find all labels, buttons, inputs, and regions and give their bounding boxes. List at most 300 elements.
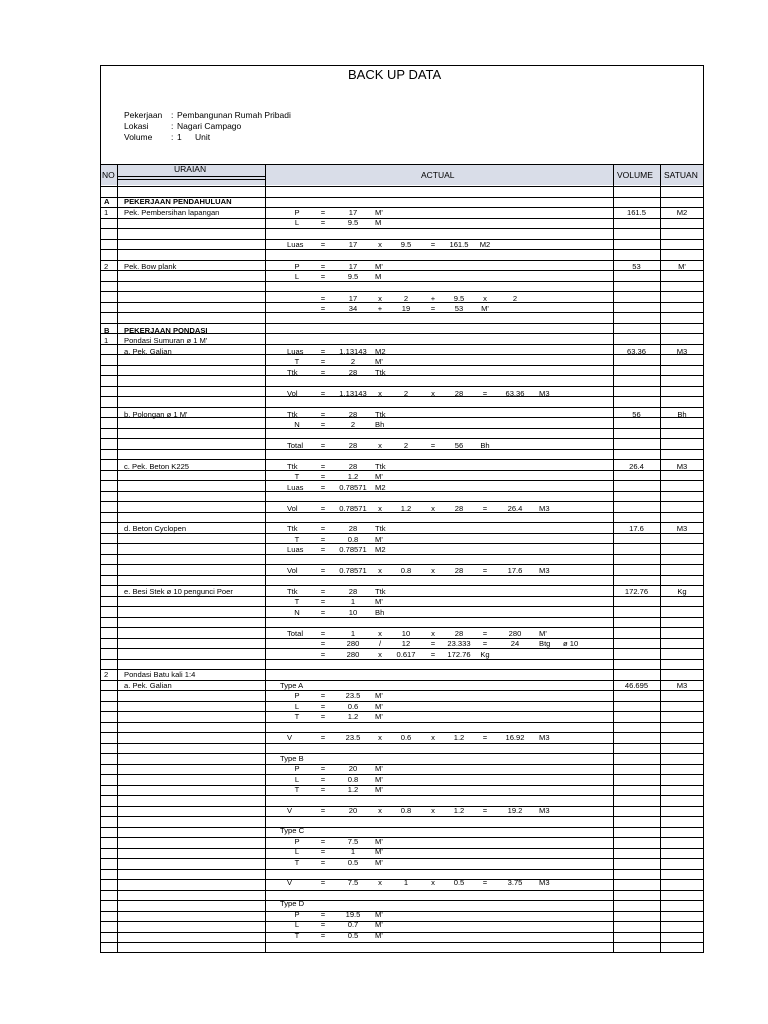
actual-cell: 2 [403, 388, 409, 398]
actual-cell: 23.5 [345, 691, 361, 701]
actual-cell: Bh [375, 420, 385, 430]
actual-cell: M [375, 272, 382, 282]
actual-cell: = [320, 357, 326, 367]
actual-cell: Ttk [375, 461, 386, 471]
actual-cell: M' [375, 847, 383, 857]
grid-hline [100, 365, 704, 366]
grid-hline [100, 816, 704, 817]
info-value-pekerjaan: Pembangunan Rumah Pribadi [177, 110, 291, 120]
actual-cell: x [378, 293, 382, 303]
actual-cell: = [320, 304, 326, 314]
row-satuan: Kg [677, 586, 687, 596]
actual-cell: 2 [512, 293, 518, 303]
actual-cell: = [320, 701, 326, 711]
actual-cell: = [320, 857, 326, 867]
row-volume: 17.6 [629, 524, 644, 534]
actual-cell: 23.333 [447, 639, 471, 649]
header-actual: ACTUAL [421, 170, 455, 180]
actual-cell: / [378, 639, 382, 649]
row-satuan: M3 [676, 461, 688, 471]
grid-vline [660, 164, 661, 952]
actual-cell: = [320, 482, 326, 492]
actual-cell: 28 [454, 388, 464, 398]
actual-cell: P [294, 261, 300, 271]
grid-hline [100, 438, 704, 439]
actual-cell: 2 [350, 420, 356, 430]
actual-cell: L [294, 701, 300, 711]
actual-cell: Btg [539, 639, 551, 649]
actual-cell: 0.8 [347, 534, 359, 544]
actual-cell: x [431, 805, 435, 815]
actual-cell: = [320, 847, 326, 857]
actual-cell: 1.2 [347, 712, 359, 722]
actual-cell: = [482, 628, 488, 638]
actual-cell: 28 [454, 566, 464, 576]
actual-cell: x [378, 805, 382, 815]
actual-cell: L [294, 272, 300, 282]
info-label-volume: Volume [124, 132, 153, 142]
grid-hline [100, 606, 704, 607]
actual-cell: = [320, 920, 326, 930]
actual-cell: x [378, 628, 382, 638]
info-sep-lokasi: : [171, 121, 174, 131]
grid-hline [100, 722, 704, 723]
actual-cell: M' [375, 836, 383, 846]
grid-hline [100, 869, 704, 870]
info-unit-volume: Unit [195, 132, 211, 142]
actual-cell: P [294, 909, 300, 919]
grid-hline [100, 942, 704, 943]
actual-cell: Ttk [287, 409, 298, 419]
grid-hline [100, 921, 704, 922]
actual-cell: 24 [510, 639, 520, 649]
actual-cell: 28 [454, 628, 464, 638]
grid-hline [100, 827, 704, 828]
actual-cell: = [320, 534, 326, 544]
actual-cell: L [294, 920, 300, 930]
grid-hline [100, 753, 704, 754]
actual-cell: Total [287, 628, 304, 638]
actual-cell: M3 [539, 566, 550, 576]
row-uraian: a. Pek. Galian [124, 680, 172, 690]
actual-cell: Type B [280, 753, 304, 763]
actual-cell: = [430, 304, 436, 314]
actual-cell: M' [539, 628, 547, 638]
header-satuan: SATUAN [664, 170, 698, 180]
actual-cell: 19.5 [345, 909, 361, 919]
actual-cell: ø 10 [563, 639, 579, 649]
grid-hline [100, 291, 704, 292]
grid-hline [100, 323, 704, 324]
actual-cell: M' [375, 909, 383, 919]
actual-cell: 53 [454, 304, 464, 314]
actual-cell: M' [375, 534, 383, 544]
row-satuan: M2 [676, 207, 688, 217]
actual-cell: = [320, 628, 326, 638]
row-uraian: Pek. Pembersihan lapangan [124, 207, 220, 217]
actual-cell: = [320, 764, 326, 774]
info-label-lokasi: Lokasi [124, 121, 149, 131]
row-uraian: c. Pek. Beton K225 [124, 461, 190, 471]
actual-cell: M' [375, 472, 383, 482]
grid-hline [100, 459, 704, 460]
grid-hline [100, 764, 704, 765]
row-uraian: d. Beton Cyclopen [124, 524, 187, 534]
grid-hline [100, 701, 704, 702]
actual-cell: = [320, 367, 326, 377]
grid-hline [100, 690, 704, 691]
actual-cell: = [320, 691, 326, 701]
actual-cell: 17 [348, 293, 358, 303]
row-uraian: Pek. Bow plank [124, 261, 177, 271]
grid-hline [100, 491, 704, 492]
actual-cell: 28 [348, 461, 358, 471]
grid-hline [117, 176, 265, 177]
actual-cell: M [375, 218, 382, 228]
actual-cell: 0.78571 [339, 566, 367, 576]
actual-cell: M2 [375, 545, 386, 555]
actual-cell: 172.76 [447, 649, 471, 659]
actual-cell: Bh [480, 441, 490, 451]
grid-hline [100, 522, 704, 523]
actual-cell: = [430, 639, 436, 649]
info-sep-volume: : [171, 132, 174, 142]
grid-hline [117, 179, 265, 180]
actual-cell: = [320, 346, 326, 356]
row-volume: 172.76 [624, 586, 649, 596]
actual-cell: M' [375, 857, 383, 867]
actual-cell: Luas [287, 346, 304, 356]
actual-cell: 0.78571 [339, 503, 367, 513]
actual-cell: 0.78571 [339, 545, 367, 555]
actual-cell: 2 [403, 441, 409, 451]
actual-cell: Ttk [287, 367, 298, 377]
actual-cell: x [378, 649, 382, 659]
actual-cell: x [431, 732, 435, 742]
row-uraian: Pondasi Sumuran ø 1 M' [124, 336, 208, 346]
actual-cell: 20 [348, 764, 358, 774]
actual-cell: Vol [287, 503, 298, 513]
actual-cell: T [294, 712, 300, 722]
grid-hline [100, 386, 704, 387]
actual-cell: x [378, 503, 382, 513]
row-uraian: b. Polongan ø 1 M' [124, 409, 188, 419]
actual-cell: = [320, 461, 326, 471]
row-volume: 26.4 [629, 461, 644, 471]
actual-cell: 0.5 [347, 857, 359, 867]
actual-cell: 34 [348, 304, 358, 314]
actual-cell: 1.2 [347, 472, 359, 482]
grid-hline [100, 480, 704, 481]
grid-hline [100, 543, 704, 544]
actual-cell: 280 [508, 628, 522, 638]
actual-cell: T [294, 930, 300, 940]
actual-cell: 1 [350, 628, 356, 638]
actual-cell: = [320, 218, 326, 228]
actual-cell: Ttk [375, 524, 386, 534]
actual-cell: x [431, 388, 435, 398]
actual-cell: L [294, 774, 300, 784]
grid-hline [100, 407, 704, 408]
actual-cell: = [320, 545, 326, 555]
row-no: 2 [104, 670, 109, 680]
actual-cell: 28 [348, 409, 358, 419]
grid-hline [100, 228, 704, 229]
grid-hline [100, 218, 704, 219]
actual-cell: 0.8 [347, 774, 359, 784]
row-volume: 53 [632, 261, 641, 271]
actual-cell: 3.75 [507, 878, 523, 888]
actual-cell: 280 [346, 649, 360, 659]
row-no: 2 [104, 261, 109, 271]
actual-cell: = [320, 441, 326, 451]
actual-cell: = [482, 878, 488, 888]
actual-cell: Ttk [287, 461, 298, 471]
actual-cell: L [294, 847, 300, 857]
actual-cell: 9.5 [347, 272, 359, 282]
actual-cell: x [378, 878, 382, 888]
actual-cell: M2 [479, 239, 491, 249]
actual-cell: T [294, 785, 300, 795]
actual-cell: T [294, 857, 300, 867]
actual-cell: M' [375, 691, 383, 701]
actual-cell: = [320, 649, 326, 659]
row-satuan: M' [678, 261, 686, 271]
actual-cell: P [294, 836, 300, 846]
actual-cell: x [431, 878, 435, 888]
actual-cell: M3 [539, 388, 550, 398]
actual-cell: = [320, 732, 326, 742]
header-uraian: URAIAN [174, 164, 207, 174]
actual-cell: Luas [287, 482, 304, 492]
actual-cell: = [320, 774, 326, 784]
row-uraian: Pondasi Batu kali 1:4 [124, 670, 196, 680]
actual-cell: 9.5 [453, 293, 465, 303]
row-volume: 56 [632, 409, 641, 419]
grid-vline [265, 164, 266, 952]
actual-cell: + [430, 293, 436, 303]
actual-cell: = [430, 239, 436, 249]
grid-hline [100, 900, 704, 901]
actual-cell: 2 [403, 293, 409, 303]
actual-cell: M' [375, 207, 383, 217]
actual-cell: = [320, 388, 326, 398]
grid-vline [117, 164, 118, 952]
actual-cell: = [482, 503, 488, 513]
actual-cell: 1.2 [400, 503, 412, 513]
page-title: BACK UP DATA [348, 67, 442, 82]
actual-cell: 0.78571 [339, 482, 367, 492]
actual-cell: 1 [403, 878, 409, 888]
actual-cell: M' [481, 304, 489, 314]
actual-cell: 17.6 [507, 566, 523, 576]
grid-hline [100, 501, 704, 502]
grid-hline [100, 627, 704, 628]
info-value-lokasi: Nagari Campago [177, 121, 242, 131]
actual-cell: = [320, 420, 326, 430]
actual-cell: 20 [348, 805, 358, 815]
actual-cell: Type D [280, 899, 305, 909]
actual-cell: Ttk [375, 586, 386, 596]
info-label-pekerjaan: Pekerjaan [124, 110, 163, 120]
actual-cell: M2 [375, 482, 386, 492]
actual-cell: 12 [401, 639, 411, 649]
actual-cell: P [294, 691, 300, 701]
actual-cell: 9.5 [400, 239, 412, 249]
actual-cell: 0.7 [347, 920, 359, 930]
row-uraian: e. Besi Stek ø 10 pengunci Poer [124, 586, 233, 596]
actual-cell: 7.5 [347, 836, 359, 846]
actual-cell: = [320, 712, 326, 722]
actual-cell: 0.5 [453, 878, 465, 888]
actual-cell: = [320, 607, 326, 617]
actual-cell: 0.6 [347, 701, 359, 711]
actual-cell: V [287, 878, 293, 888]
actual-cell: = [430, 649, 436, 659]
actual-cell: = [320, 207, 326, 217]
row-no: B [104, 326, 110, 336]
actual-cell: = [320, 805, 326, 815]
actual-cell: x [431, 503, 435, 513]
actual-cell: N [294, 420, 300, 430]
actual-cell: M' [375, 357, 383, 367]
actual-cell: 28 [454, 503, 464, 513]
actual-cell: 26.4 [507, 503, 523, 513]
actual-cell: 56 [454, 441, 464, 451]
actual-cell: 17 [348, 207, 358, 217]
actual-cell: 1.2 [453, 732, 465, 742]
actual-cell: M' [375, 597, 383, 607]
actual-cell: V [287, 805, 293, 815]
actual-cell: T [294, 357, 300, 367]
actual-cell: = [430, 441, 436, 451]
actual-cell: Type A [280, 680, 304, 690]
actual-cell: = [320, 785, 326, 795]
actual-cell: 0.8 [400, 805, 412, 815]
grid-hline [100, 260, 704, 261]
actual-cell: Luas [287, 545, 304, 555]
grid-hline [100, 680, 704, 681]
row-uraian: PEKERJAAN PENDAHULUAN [124, 197, 232, 207]
row-uraian: PEKERJAAN PONDASI [124, 326, 208, 336]
grid-vline [613, 164, 614, 952]
grid-hline [100, 858, 704, 859]
actual-cell: 0.5 [347, 930, 359, 940]
actual-cell: 17 [348, 261, 358, 271]
actual-cell: M3 [539, 503, 550, 513]
actual-cell: Ttk [375, 409, 386, 419]
row-satuan: Bh [677, 409, 687, 419]
actual-cell: 17 [348, 239, 358, 249]
actual-cell: Ttk [287, 524, 298, 534]
actual-cell: 28 [348, 524, 358, 534]
actual-cell: 63.36 [505, 388, 525, 398]
actual-cell: 1 [350, 597, 356, 607]
actual-cell: x [431, 566, 435, 576]
actual-cell: T [294, 534, 300, 544]
actual-cell: Luas [287, 239, 304, 249]
actual-cell: T [294, 597, 300, 607]
actual-cell: 2 [350, 357, 356, 367]
actual-cell: = [320, 930, 326, 940]
grid-hline [100, 249, 704, 250]
actual-cell: M' [375, 712, 383, 722]
grid-hline [100, 428, 704, 429]
actual-cell: x [378, 566, 382, 576]
actual-cell: P [294, 764, 300, 774]
actual-cell: Ttk [287, 586, 298, 596]
actual-cell: L [294, 218, 300, 228]
grid-hline [100, 711, 704, 712]
actual-cell: x [378, 441, 382, 451]
grid-hline [100, 648, 704, 649]
actual-cell: = [482, 732, 488, 742]
grid-hline [100, 617, 704, 618]
actual-cell: 10 [401, 628, 411, 638]
actual-cell: = [320, 566, 326, 576]
actual-cell: = [320, 639, 326, 649]
actual-cell: M3 [539, 878, 550, 888]
actual-cell: 9.5 [347, 218, 359, 228]
actual-cell: 1.2 [453, 805, 465, 815]
actual-cell: 280 [346, 639, 360, 649]
actual-cell: Kg [480, 649, 490, 659]
grid-hline [100, 848, 704, 849]
row-no: 1 [104, 207, 109, 217]
actual-cell: = [320, 409, 326, 419]
actual-cell: 28 [348, 441, 358, 451]
actual-cell: M' [375, 701, 383, 711]
actual-cell: M' [375, 930, 383, 940]
grid-hline [100, 795, 704, 796]
actual-cell: 1.13143 [339, 388, 367, 398]
actual-cell: M3 [539, 805, 550, 815]
row-no: A [104, 197, 110, 207]
grid-hline [100, 564, 704, 565]
actual-cell: x [483, 293, 487, 303]
actual-cell: = [482, 639, 488, 649]
row-satuan: M3 [676, 524, 688, 534]
actual-cell: = [320, 272, 326, 282]
actual-cell: 0.6 [400, 732, 412, 742]
header-volume: VOLUME [617, 170, 653, 180]
actual-cell: = [482, 388, 488, 398]
actual-cell: = [320, 909, 326, 919]
actual-cell: = [320, 503, 326, 513]
actual-cell: N [294, 607, 300, 617]
actual-cell: Bh [375, 607, 385, 617]
actual-cell: x [431, 628, 435, 638]
actual-cell: = [482, 805, 488, 815]
actual-cell: M2 [375, 346, 386, 356]
row-no: 1 [104, 336, 109, 346]
grid-hline [100, 785, 704, 786]
actual-cell: Ttk [375, 367, 386, 377]
actual-cell: 0.617 [396, 649, 416, 659]
info-value-volume: 1 [177, 132, 182, 142]
actual-cell: M' [375, 261, 383, 271]
grid-hline [100, 911, 704, 912]
actual-cell: = [320, 524, 326, 534]
actual-cell: M' [375, 764, 383, 774]
actual-cell: = [482, 566, 488, 576]
actual-cell: M3 [539, 732, 550, 742]
actual-cell: M' [375, 785, 383, 795]
actual-cell: 7.5 [347, 878, 359, 888]
grid-hline [100, 375, 704, 376]
actual-cell: = [320, 586, 326, 596]
row-uraian: a. Pek. Galian [124, 346, 172, 356]
